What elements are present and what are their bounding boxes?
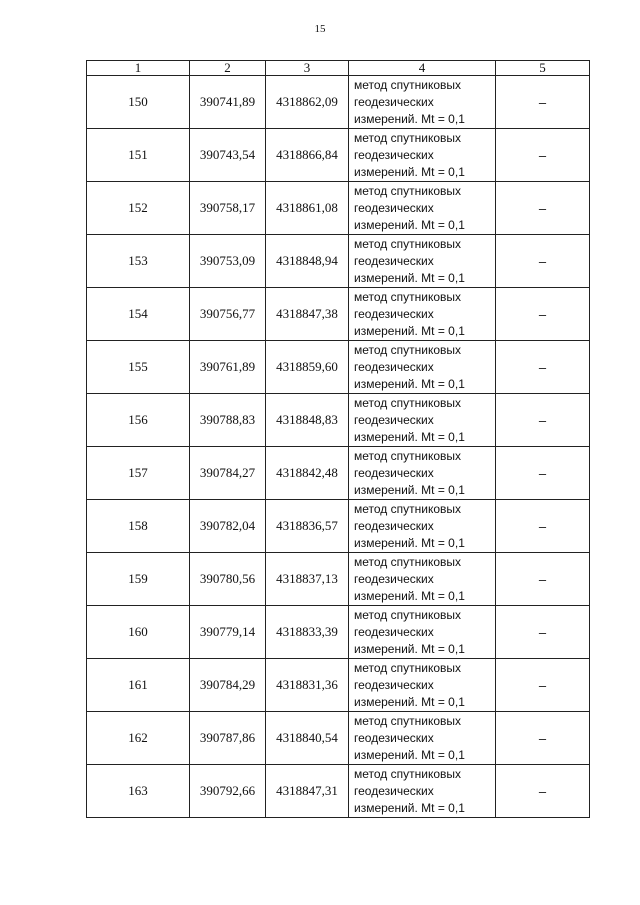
x-coordinate-cell: 390758,17 (190, 182, 266, 235)
y-coordinate-cell: 4318847,38 (266, 288, 349, 341)
method-cell (349, 76, 496, 129)
method-line-1: метод спутниковых (354, 766, 462, 781)
y-coordinate-cell: 4318859,60 (266, 341, 349, 394)
coordinates-table (86, 60, 590, 818)
x-coordinate-cell: 390756,77 (190, 288, 266, 341)
page-number: 15 (314, 23, 326, 35)
method-cell (349, 341, 496, 394)
note-cell: – (496, 129, 590, 182)
method-line-3: измерений. Mt = 0,1 (354, 323, 465, 338)
method-line-1: метод спутниковых (354, 660, 462, 675)
table-row (87, 288, 590, 341)
y-coordinate-cell: 4318831,36 (266, 659, 349, 712)
point-number-cell: 155 (87, 341, 190, 394)
point-number-cell: 161 (87, 659, 190, 712)
method-line-1: метод спутниковых (354, 607, 462, 622)
method-line-1: метод спутниковых (354, 289, 462, 304)
table-row (87, 712, 590, 765)
note-cell: – (496, 76, 590, 129)
point-number-cell: 150 (87, 76, 190, 129)
method-line-3: измерений. Mt = 0,1 (354, 217, 465, 232)
table-row (87, 76, 590, 129)
x-coordinate-cell: 390753,09 (190, 235, 266, 288)
note-cell: – (496, 394, 590, 447)
y-coordinate-cell: 4318866,84 (266, 129, 349, 182)
table-row (87, 606, 590, 659)
header-cell-1: 1 (87, 61, 190, 76)
y-coordinate-cell: 4318848,94 (266, 235, 349, 288)
method-line-1: метод спутниковых (354, 183, 462, 198)
table-row (87, 447, 590, 500)
method-line-2: геодезических (354, 94, 434, 109)
header-cell-5: 5 (496, 61, 590, 76)
header-cell-3: 3 (266, 61, 349, 76)
point-number-cell: 154 (87, 288, 190, 341)
note-cell: – (496, 765, 590, 818)
y-coordinate-cell: 4318837,13 (266, 553, 349, 606)
method-cell (349, 712, 496, 765)
method-line-2: геодезических (354, 147, 434, 162)
y-coordinate-cell: 4318848,83 (266, 394, 349, 447)
method-line-2: геодезических (354, 730, 434, 745)
y-coordinate-cell: 4318847,31 (266, 765, 349, 818)
method-line-3: измерений. Mt = 0,1 (354, 694, 465, 709)
method-line-1: метод спутниковых (354, 713, 462, 728)
note-cell: – (496, 182, 590, 235)
method-line-2: геодезических (354, 412, 434, 427)
x-coordinate-cell: 390779,14 (190, 606, 266, 659)
method-cell (349, 394, 496, 447)
method-cell (349, 447, 496, 500)
method-line-3: измерений. Mt = 0,1 (354, 535, 465, 550)
point-number-cell: 159 (87, 553, 190, 606)
x-coordinate-cell: 390780,56 (190, 553, 266, 606)
method-cell (349, 288, 496, 341)
method-line-1: метод спутниковых (354, 342, 462, 357)
note-cell: – (496, 659, 590, 712)
method-cell (349, 765, 496, 818)
table-row (87, 235, 590, 288)
method-line-1: метод спутниковых (354, 448, 462, 463)
method-cell (349, 182, 496, 235)
point-number-cell: 152 (87, 182, 190, 235)
x-coordinate-cell: 390743,54 (190, 129, 266, 182)
table-row (87, 500, 590, 553)
x-coordinate-cell: 390784,27 (190, 447, 266, 500)
point-number-cell: 153 (87, 235, 190, 288)
method-line-2: геодезических (354, 306, 434, 321)
table-row (87, 553, 590, 606)
point-number-cell: 160 (87, 606, 190, 659)
y-coordinate-cell: 4318862,09 (266, 76, 349, 129)
header-cell-2: 2 (190, 61, 266, 76)
method-line-2: геодезических (354, 677, 434, 692)
y-coordinate-cell: 4318836,57 (266, 500, 349, 553)
point-number-cell: 157 (87, 447, 190, 500)
table-row (87, 129, 590, 182)
x-coordinate-cell: 390784,29 (190, 659, 266, 712)
x-coordinate-cell: 390788,83 (190, 394, 266, 447)
method-line-3: измерений. Mt = 0,1 (354, 588, 465, 603)
method-line-2: геодезических (354, 518, 434, 533)
note-cell: – (496, 341, 590, 394)
x-coordinate-cell: 390741,89 (190, 76, 266, 129)
header-cell-4: 4 (349, 61, 496, 76)
table-row (87, 765, 590, 818)
method-line-3: измерений. Mt = 0,1 (354, 164, 465, 179)
method-line-2: геодезических (354, 253, 434, 268)
note-cell: – (496, 288, 590, 341)
method-line-2: геодезических (354, 571, 434, 586)
y-coordinate-cell: 4318842,48 (266, 447, 349, 500)
table-row (87, 182, 590, 235)
method-line-3: измерений. Mt = 0,1 (354, 111, 465, 126)
method-line-2: геодезических (354, 465, 434, 480)
x-coordinate-cell: 390792,66 (190, 765, 266, 818)
method-line-2: геодезических (354, 624, 434, 639)
y-coordinate-cell: 4318861,08 (266, 182, 349, 235)
method-line-1: метод спутниковых (354, 501, 462, 516)
method-line-3: измерений. Mt = 0,1 (354, 429, 465, 444)
method-line-3: измерений. Mt = 0,1 (354, 270, 465, 285)
method-line-1: метод спутниковых (354, 236, 462, 251)
x-coordinate-cell: 390761,89 (190, 341, 266, 394)
method-cell (349, 235, 496, 288)
note-cell: – (496, 447, 590, 500)
method-line-3: измерений. Mt = 0,1 (354, 747, 465, 762)
point-number-cell: 163 (87, 765, 190, 818)
method-line-1: метод спутниковых (354, 77, 462, 92)
method-line-1: метод спутниковых (354, 554, 462, 569)
point-number-cell: 158 (87, 500, 190, 553)
method-cell (349, 500, 496, 553)
y-coordinate-cell: 4318833,39 (266, 606, 349, 659)
x-coordinate-cell: 390782,04 (190, 500, 266, 553)
method-cell (349, 553, 496, 606)
point-number-cell: 162 (87, 712, 190, 765)
method-line-3: измерений. Mt = 0,1 (354, 641, 465, 656)
method-cell (349, 606, 496, 659)
point-number-cell: 156 (87, 394, 190, 447)
method-line-3: измерений. Mt = 0,1 (354, 482, 465, 497)
x-coordinate-cell: 390787,86 (190, 712, 266, 765)
method-line-2: геодезических (354, 200, 434, 215)
method-line-3: измерений. Mt = 0,1 (354, 376, 465, 391)
note-cell: – (496, 235, 590, 288)
method-line-1: метод спутниковых (354, 130, 462, 145)
note-cell: – (496, 500, 590, 553)
y-coordinate-cell: 4318840,54 (266, 712, 349, 765)
table-row (87, 341, 590, 394)
table-body (87, 61, 590, 818)
method-line-2: геодезических (354, 359, 434, 374)
header-row (87, 61, 590, 76)
table-row (87, 659, 590, 712)
note-cell: – (496, 553, 590, 606)
method-cell (349, 659, 496, 712)
table-row (87, 394, 590, 447)
note-cell: – (496, 712, 590, 765)
method-cell (349, 129, 496, 182)
method-line-2: геодезических (354, 783, 434, 798)
note-cell: – (496, 606, 590, 659)
method-line-3: измерений. Mt = 0,1 (354, 800, 465, 815)
method-line-1: метод спутниковых (354, 395, 462, 410)
point-number-cell: 151 (87, 129, 190, 182)
